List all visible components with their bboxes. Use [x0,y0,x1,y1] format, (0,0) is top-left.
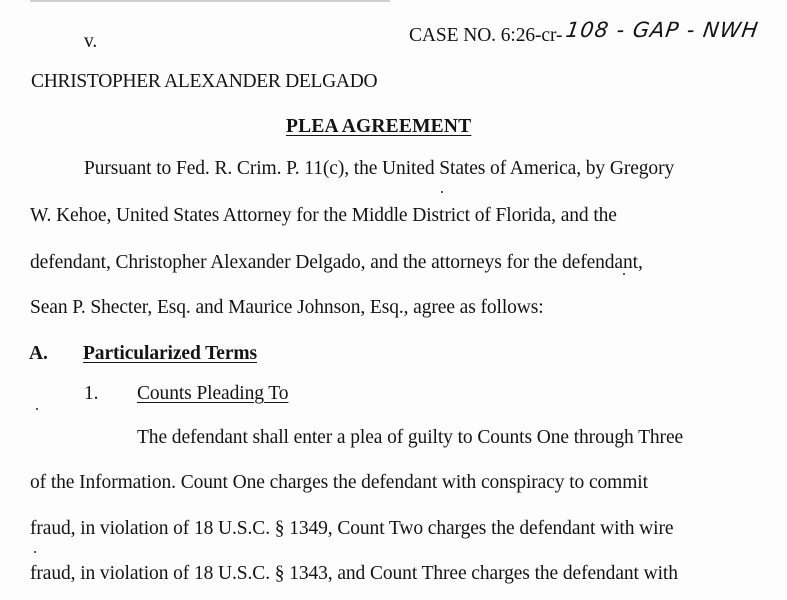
defendant-name: CHRISTOPHER ALEXANDER DELGADO [31,71,378,92]
subsection-heading: Counts Pleading To [137,383,289,404]
scan-speck [441,191,443,193]
intro-line-4: Sean P. Shecter, Esq. and Maurice Johnson, Esq., agree as follows: [30,297,544,318]
intro-line-3: defendant, Christopher Alexander Delgado, and the attorneys for the defendant, [30,252,643,273]
cut-off-text-fragment [30,0,390,2]
versus-text: v. [84,31,98,52]
body-line-1: The defendant shall enter a plea of guilty to Counts One through Three [137,427,684,448]
subsection-number: 1. [84,383,99,404]
case-number [409,18,761,48]
case-number-handwritten: 108 - GAP - NWH [564,18,761,42]
case-number-label: CASE NO. 6:26-cr- [409,25,563,46]
section-heading: Particularized Terms [83,343,258,364]
section-letter: A. [29,343,48,364]
body-line-2: of the Information. Count One charges the defendant with conspiracy to commit [30,472,648,493]
scan-speck [623,273,625,275]
intro-line-1: Pursuant to Fed. R. Crim. P. 11(c), the United States of America, by Gregory [84,158,675,179]
body-line-4: fraud, in violation of 18 U.S.C. § 1343, and Count Three charges the defendant with [30,563,678,584]
document-title: PLEA AGREEMENT [286,116,472,137]
body-line-3: fraud, in violation of 18 U.S.C. § 1349, Count Two charges the defendant with wire [30,518,674,539]
scan-speck [34,551,36,553]
scan-speck [36,408,38,410]
intro-line-2: W. Kehoe, United States Attorney for the Middle District of Florida, and the [30,205,617,226]
